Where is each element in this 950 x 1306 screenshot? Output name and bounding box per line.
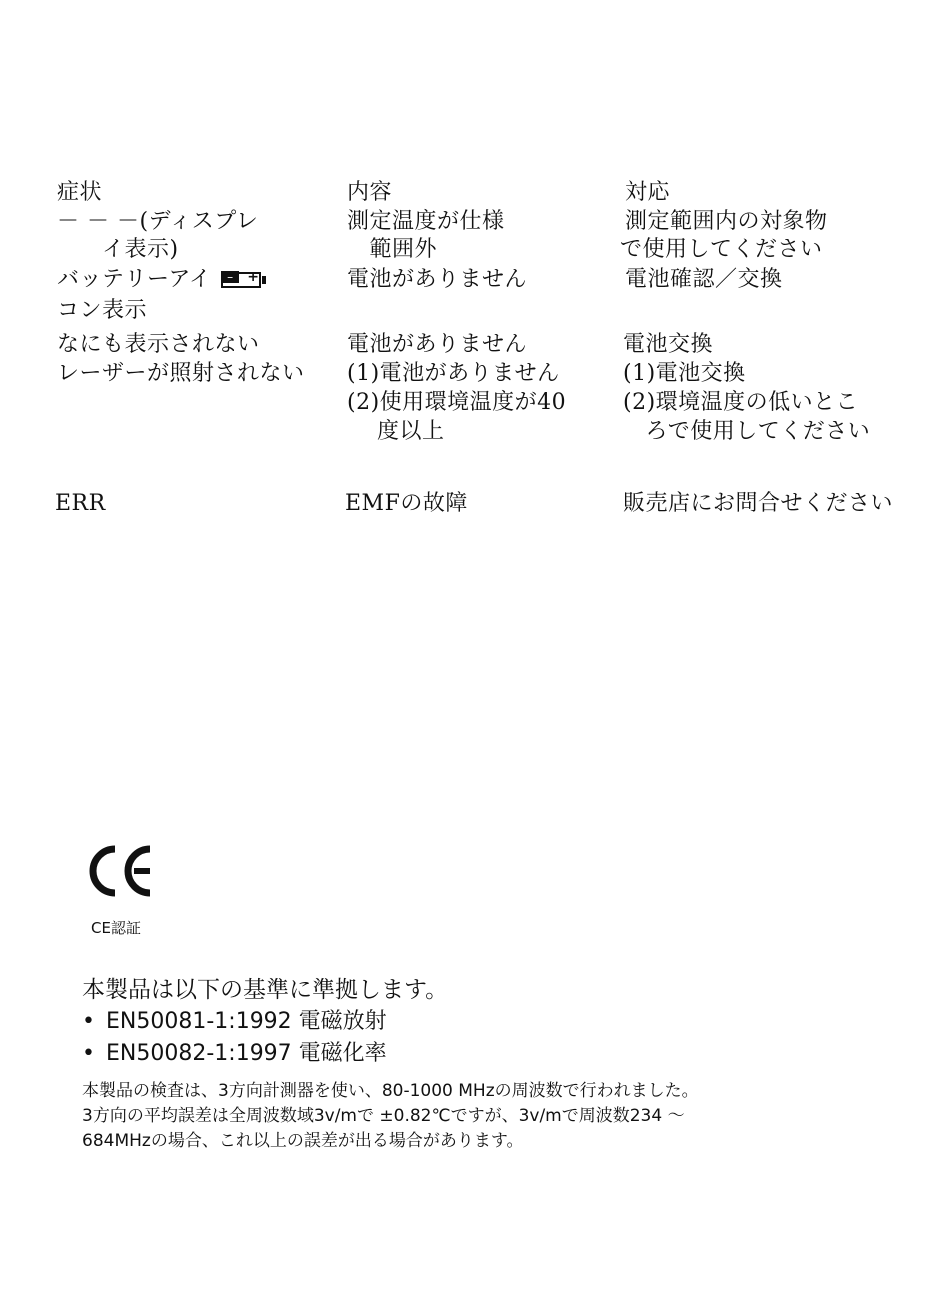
row1-content-line2: 範囲外 bbox=[347, 237, 438, 262]
row1-content-line1: 測定温度が仕様 bbox=[347, 209, 505, 234]
row4-symptom: レーザーが照射されない bbox=[57, 361, 305, 386]
row1-symptom-line2: イ表示) bbox=[57, 237, 179, 262]
row4-remedy-line2: (2)環境温度の低いとこ bbox=[623, 390, 859, 415]
header-remedy: 対応 bbox=[625, 180, 671, 205]
standards-title: 本製品は以下の基準に準拠します。 bbox=[82, 977, 449, 1003]
row2-content: 電池がありません bbox=[347, 267, 528, 292]
row2-symptom-line2: コン表示 bbox=[57, 298, 148, 323]
row4-content-line2: (2)使用環境温度が40 bbox=[347, 390, 567, 415]
header-symptom: 症状 bbox=[57, 180, 103, 205]
note-line-1: 本製品の検査は、3方向計測器を使い、80-1000 MHzの周波数で行われました。 bbox=[82, 1081, 699, 1101]
battery-low-icon: – + bbox=[221, 271, 263, 289]
row4-content-line3: 度以上 bbox=[347, 419, 445, 444]
bullet-icon: • bbox=[82, 1009, 95, 1034]
row3-symptom: なにも表示されない bbox=[57, 332, 260, 357]
row3-content: 電池がありません bbox=[347, 332, 528, 357]
row4-remedy-line1: (1)電池交換 bbox=[623, 361, 746, 386]
standards-item bbox=[82, 1038, 387, 1070]
row4-remedy-line3: ろで使用してください bbox=[623, 419, 871, 444]
row1-remedy-line1: 測定範囲内の対象物 bbox=[625, 209, 828, 234]
standards-item bbox=[82, 1006, 387, 1038]
note-line-3: 684MHzの場合、これ以上の誤差が出る場合があります。 bbox=[82, 1131, 524, 1151]
row5-remedy: 販売店にお問合せください bbox=[623, 491, 894, 516]
row4-content-line1: (1)電池がありません bbox=[347, 361, 560, 386]
standards-list bbox=[82, 1006, 387, 1070]
row2-symptom-line1 bbox=[57, 265, 263, 294]
note-line-2: 3方向の平均誤差は全周波数域3v/mで ±0.82℃ですが、3v/mで周波数234 ～ bbox=[82, 1106, 685, 1126]
ce-mark-logo bbox=[88, 843, 154, 899]
ce-caption: CE認証 bbox=[91, 919, 141, 937]
row5-content: EMFの故障 bbox=[345, 491, 468, 516]
row1-symptom-line1: － － －(ディスプレ bbox=[57, 209, 259, 234]
row2-symptom-text: バッテリーアイ bbox=[57, 267, 212, 292]
row2-remedy: 電池確認／交換 bbox=[625, 267, 783, 292]
standards-item-text: EN50081-1:1992 電磁放射 bbox=[106, 1009, 387, 1034]
bullet-icon: • bbox=[82, 1041, 95, 1066]
row3-remedy: 電池交換 bbox=[623, 332, 714, 357]
header-content: 内容 bbox=[347, 180, 393, 205]
row1-remedy-line2: で使用してください bbox=[620, 237, 823, 262]
row5-symptom: ERR bbox=[55, 491, 106, 516]
standards-item-text: EN50082-1:1997 電磁化率 bbox=[106, 1041, 387, 1066]
